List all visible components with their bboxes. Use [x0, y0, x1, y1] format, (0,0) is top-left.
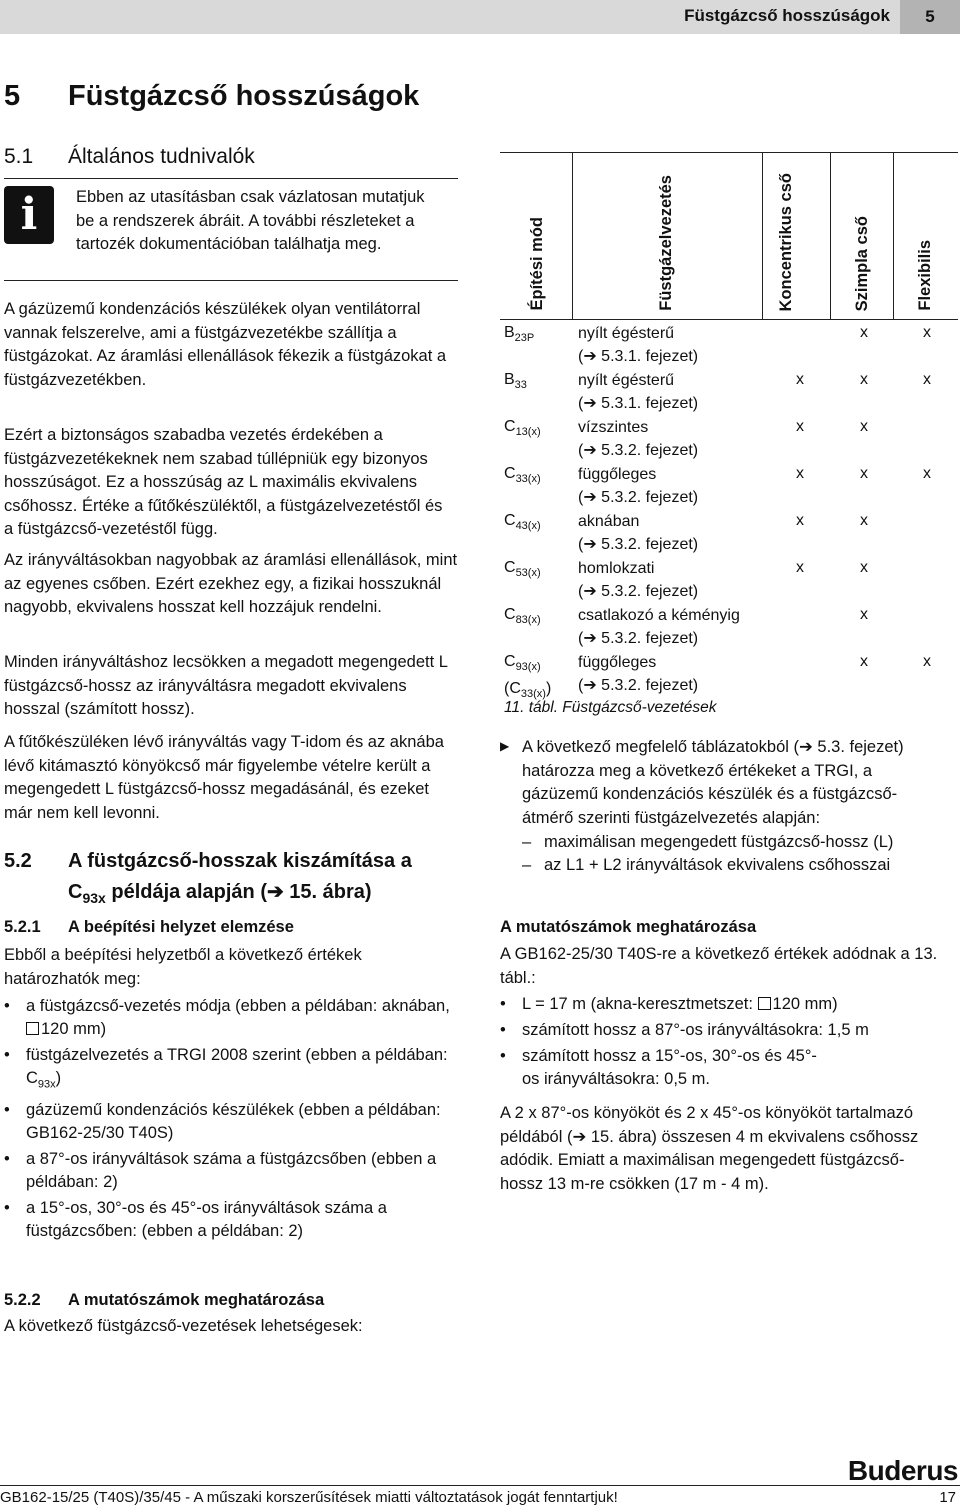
section-title-5-2: A füstgázcső-hosszak kiszámítása a $C_{93x}$ példája alapján (➔ 15. ábra) — [68, 850, 412, 906]
indicator-heading: A mutatószámok meghatározása — [500, 918, 757, 936]
list-item: • a 87°-os irányváltások száma a füstgázcsőben (ebben a példában: 2) — [4, 1148, 456, 1194]
cell-single: x — [860, 512, 868, 529]
cell-single: x — [860, 653, 868, 670]
indicator-list — [500, 993, 930, 1094]
cell-flexible: x — [923, 653, 931, 670]
col-divider — [893, 153, 894, 319]
header-title: Füstgázcső hosszúságok — [684, 6, 890, 25]
section-number-5-2-1: 5.2.1 — [4, 918, 41, 936]
cell-flexible: x — [923, 324, 931, 341]
list-item: • a 15°-os, 30°-os és 45°-os irányváltások száma a füstgázcsőben: (ebben a példában: 2) — [4, 1197, 456, 1243]
col-divider — [572, 153, 573, 319]
cell-concentric: x — [796, 418, 804, 435]
instruction-item — [500, 736, 950, 877]
list-item: • számított hossz a 87°-os irányváltásokra: 1,5 m — [500, 1019, 930, 1042]
square-section-icon — [758, 997, 771, 1010]
col-header-mode: Építési mód — [528, 217, 546, 311]
instruction-text: A következő megfelelő táblázatokból (➔ 5.3. fejezet) határozza meg a következő értékeket a TRGI, a gázüzemű kondenzációs készülék és a füstgázcső-átmérő szerinti füstgázelvezetés alapján: — [522, 738, 904, 827]
table-row — [500, 322, 958, 369]
section-title-5-1: Általános tudnivalók — [68, 145, 255, 168]
table-row — [500, 651, 958, 701]
col-header-flexible: Flexibilis — [916, 240, 934, 311]
cell-flue: függőleges (➔ 5.3.2. fejezet) — [578, 466, 699, 506]
list-item: • számított hossz a 15°-os, 30°-os és 45°-os irányváltásokra: 0,5 m. — [500, 1045, 832, 1091]
cell-concentric: x — [796, 371, 804, 388]
table-row — [500, 557, 958, 604]
paragraph-4: Minden irányváltáshoz lecsökken a megadott megengedett L füstgázcső-hossz az irányváltásra megadott ekvivalens hosszal (számított hossz). — [4, 653, 448, 718]
section-5-2-1-intro: Ebből a beépítési helyzetből a következő értékek határozhatók meg: — [4, 946, 362, 988]
section-number-5-1: 5.1 — [4, 145, 34, 168]
header-page-number: 5 — [900, 0, 960, 34]
section-title-5-2-2: A mutatószámok meghatározása — [68, 1291, 325, 1309]
dash-item: – maximálisan megengedett füstgázcső-hossz (L) — [500, 831, 950, 854]
col-divider — [830, 153, 831, 319]
cell-single: x — [860, 465, 868, 482]
cell-flue: homlokzati (➔ 5.3.2. fejezet) — [578, 560, 699, 600]
col-header-concentric: Koncentrikus cső — [777, 172, 795, 311]
table-row — [500, 369, 958, 416]
cell-mode: $B_{23P}$ — [504, 324, 535, 345]
result-paragraph: A 2 x 87°-os könyököt és 2 x 45°-os könyököt tartalmazó példából (➔ 15. ábra) összesen 4 m ekvivalens csőhossz adódik. Emiatt a maximálisan megengedett füstgázcső-hossz 13 m-re csökken (17 m - 4 m). — [500, 1104, 919, 1193]
square-section-icon — [26, 1022, 39, 1035]
footer-divider — [0, 1485, 960, 1486]
table-caption: 11. tábl. Füstgázcső-vezetések — [504, 699, 717, 716]
table-row — [500, 510, 958, 557]
list-item: • L = 17 m (akna-keresztmetszet: 120 mm) — [500, 993, 930, 1016]
list-item: • gázüzemű kondenzációs készülékek (ebben a példában: GB162-25/30 T40S) — [4, 1099, 456, 1145]
indicator-intro: A GB162-25/30 T40S-re a következő értékek adódnak a 13. tábl.: — [500, 945, 938, 987]
col-header-single: Szimpla cső — [853, 215, 871, 311]
info-note: Ebben az utasításban csak vázlatosan mutatjuk be a rendszerek ábráit. A további részleteket a tartozék dokumentációban találhatja meg. — [76, 188, 425, 253]
cell-mode: $C_{83(x)}$ — [504, 606, 541, 627]
info-icon: i — [4, 186, 54, 244]
chapter-number: 5 — [4, 80, 21, 112]
section-number-5-2-2: 5.2.2 — [4, 1291, 41, 1309]
divider — [4, 178, 458, 179]
cell-mode: $B_{33}$ — [504, 371, 527, 392]
cell-flue: függőleges (➔ 5.3.2. fejezet) — [578, 654, 699, 694]
dash-item: – az L1 + L2 irányváltások ekvivalens csőhosszai — [500, 854, 950, 877]
analysis-list — [4, 995, 456, 1246]
cell-mode: $C_{33(x)}$ — [504, 465, 541, 486]
cell-concentric: x — [796, 559, 804, 576]
cell-flue: aknában (➔ 5.3.2. fejezet) — [578, 513, 699, 553]
cell-mode: $C_{13(x)}$ — [504, 418, 541, 439]
cell-flexible: x — [923, 371, 931, 388]
table-header — [500, 152, 958, 320]
section-number-5-2: 5.2 — [4, 850, 32, 872]
table-row — [500, 463, 958, 510]
section-title-5-2-1: A beépítési helyzet elemzése — [68, 918, 294, 936]
cell-mode: $C_{93(x)}$ $(C_{33(x)})$ — [504, 653, 552, 701]
cell-flue: nyílt égésterű (➔ 5.3.1. fejezet) — [578, 372, 699, 412]
divider — [4, 280, 458, 281]
cell-flue: vízszintes (➔ 5.3.2. fejezet) — [578, 419, 699, 459]
paragraph-3: Az irányváltásokban nagyobbak az áramlási ellenállások, mint az egyenes csőben. Ezért ezekhez egy, a fizikai hosszuknál nagyobb, ekvivalens hosszat kell hozzájuk rendelni. — [4, 551, 458, 616]
page-number: 17 — [939, 1489, 956, 1506]
table-row — [500, 604, 958, 651]
list-item: • füstgázelvezetés a TRGI 2008 szerint (ebben a példában: $C_{93x}$) — [4, 1044, 456, 1096]
cell-mode: $C_{43(x)}$ — [504, 512, 541, 533]
cell-single: x — [860, 371, 868, 388]
cell-flue: nyílt égésterű (➔ 5.3.1. fejezet) — [578, 325, 699, 365]
cell-concentric: x — [796, 512, 804, 529]
cell-flexible: x — [923, 465, 931, 482]
paragraph-2: Ezért a biztonságos szabadba vezetés érdekében a füstgázvezetékeknek nem szabad túllépniük egy bizonyos hosszúságot. Ez a hosszúság az L maximális ekvivalens csőhossz. Értéke a fűtőkészüléktől, a füstgázelvezetéstől és a füstgázcső-vezetéstől függ. — [4, 426, 443, 538]
cell-single: x — [860, 418, 868, 435]
col-divider — [762, 153, 763, 319]
cell-single: x — [860, 559, 868, 576]
buderus-logo: Buderus — [847, 1455, 958, 1486]
paragraph-5: A fűtőkészüléken lévő irányváltás vagy T-idom és az aknába lévő kitámasztó könyökcső már figyelembe vételre került a megengedett L füstgázcső-hossz megadásánál, és ezeket már nem kell levonni. — [4, 733, 444, 822]
col-header-flue: Füstgázelvezetés — [657, 175, 675, 311]
cell-concentric: x — [796, 465, 804, 482]
cell-single: x — [860, 606, 868, 623]
cell-mode: $C_{53(x)}$ — [504, 559, 541, 580]
footer-text: GB162-15/25 (T40S)/35/45 - A műszaki korszerűsítések miatti változtatások jogát fenntartjuk! — [0, 1489, 618, 1506]
cell-flue: csatlakozó a kéményig (➔ 5.3.2. fejezet) — [578, 607, 740, 647]
list-item: • a füstgázcső-vezetés módja (ebben a példában: aknában, 120 mm) — [4, 995, 456, 1041]
arrow-icon: ▶ — [500, 739, 510, 753]
paragraph-1: A gázüzemű kondenzációs készülékek olyan ventilátorral vannak felszerelve, ami a füstgázvezetékbe szállítja a füstgázokat. Az áramlási ellenállások fékezik a füstgázokat a füstgázvezetékben. — [4, 300, 447, 389]
section-5-2-2-text: A következő füstgázcső-vezetések lehetségesek: — [4, 1317, 363, 1335]
chapter-title: Füstgázcső hosszúságok — [68, 80, 420, 112]
table-row — [500, 416, 958, 463]
cell-single: x — [860, 324, 868, 341]
